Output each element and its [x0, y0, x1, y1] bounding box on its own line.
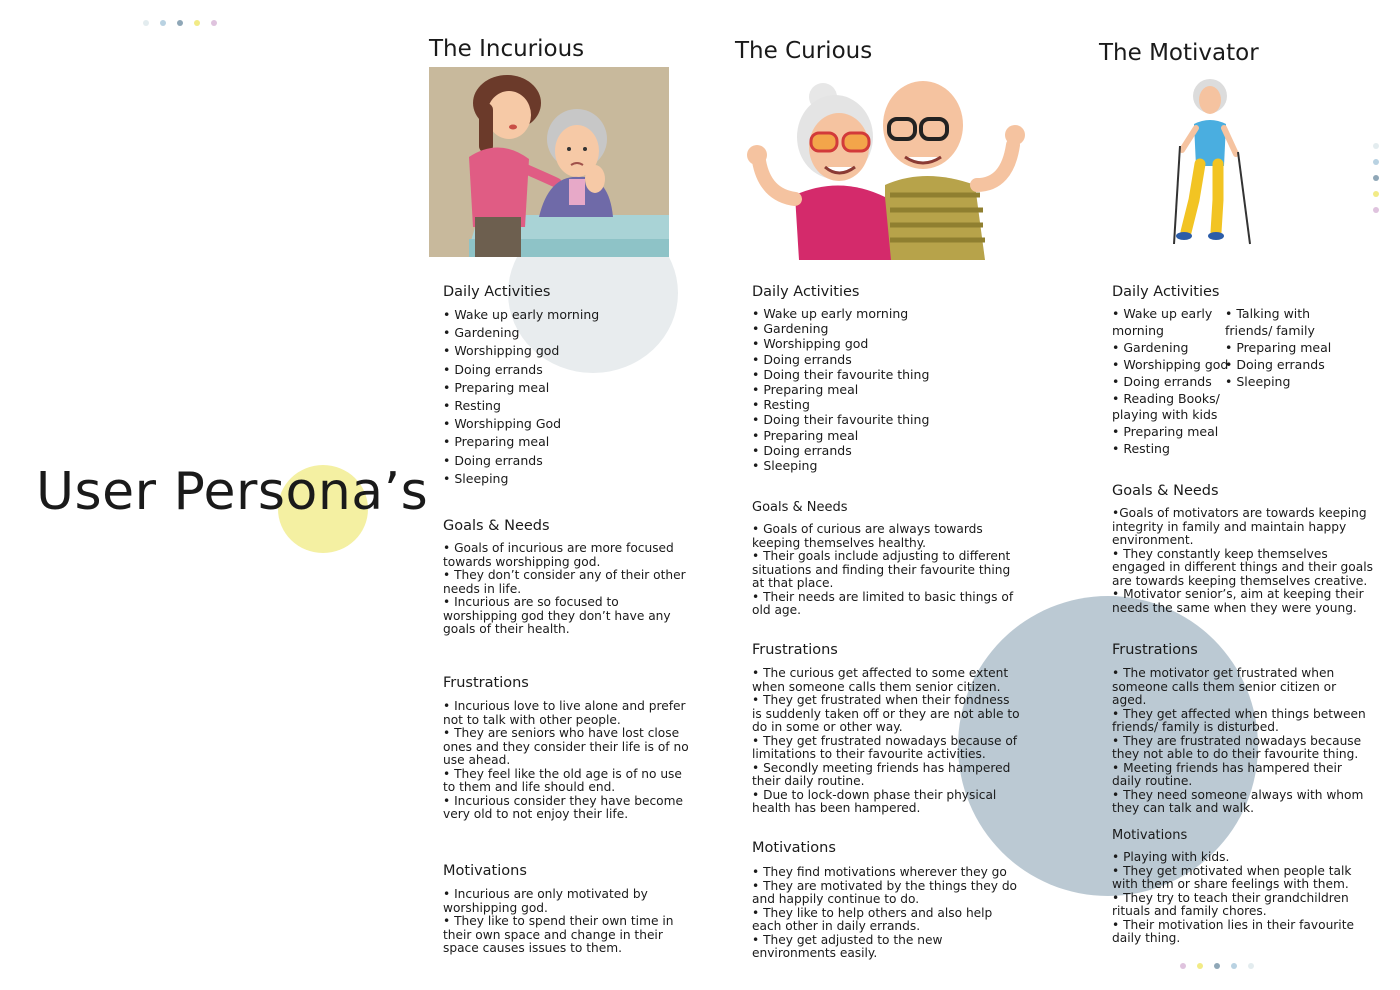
list-item: • Preparing meal — [443, 379, 550, 395]
dot — [1373, 159, 1379, 165]
list-item: • They like to help others and also help each other in daily errands. — [752, 905, 993, 933]
list-item: • Preparing meal — [1112, 424, 1219, 440]
list-item: • Incurious are only motivated by worshipping god. — [443, 887, 648, 915]
list-item: • They don’t consider any of their other needs in life. — [443, 568, 686, 596]
dot — [194, 20, 200, 26]
incurious-motivations-list — [443, 888, 683, 956]
curious-daily-list — [752, 306, 929, 473]
list-item: • Goals of curious are always towards keeping themselves healthy. — [752, 522, 983, 550]
list-item: • They get motivated when people talk with them or share feelings with them. — [1112, 863, 1352, 891]
dot — [1373, 175, 1379, 181]
list-item: • Preparing meal — [752, 427, 859, 443]
dot — [1248, 963, 1254, 969]
list-item: • Preparing meal — [443, 434, 550, 450]
list-item: • Talking with — [1225, 306, 1311, 321]
list-item: • Doing their favourite thing — [752, 366, 930, 382]
list-item: • Resting — [1112, 441, 1170, 457]
incurious-daily-title: Daily Activities — [443, 284, 551, 300]
list-item: • Their needs are limited to basic things of old age. — [752, 589, 1014, 617]
bottom-dots — [1180, 963, 1254, 969]
list-item: • They like to spend their own time in their own space and change in their space causes issues to them. — [443, 914, 674, 955]
dot — [160, 20, 166, 26]
dot — [177, 20, 183, 26]
list-item: • Worshipping god — [752, 336, 869, 352]
list-item: • Due to lock-down phase their physical health has been hampered. — [752, 787, 997, 815]
curious-goals-title: Goals & Needs — [752, 500, 848, 515]
dot — [1373, 191, 1379, 197]
list-item: • They constantly keep themselves engaged in different things and their goals are towards keeping themselves creative. — [1112, 546, 1373, 588]
incurious-frustrations-title: Frustrations — [443, 675, 529, 691]
curious-motivations-list — [752, 866, 1020, 961]
list-item: •Goals of motivators are towards keeping integrity in family and maintain happy environment. — [1112, 506, 1367, 547]
list-item: • Doing errands — [443, 361, 543, 377]
list-item: • Sleeping — [443, 470, 509, 486]
motivator-goals-list — [1112, 507, 1374, 615]
list-item: • Resting — [443, 398, 501, 414]
list-item: morning — [1112, 322, 1164, 338]
list-item: • Resting — [752, 397, 810, 413]
page-title: User Persona’s — [36, 462, 429, 522]
list-item: • Their motivation lies in their favourite daily thing. — [1112, 917, 1354, 945]
list-item: • Worshipping god — [1112, 356, 1229, 372]
curious-daily-title: Daily Activities — [752, 284, 860, 300]
list-item: • Wake up early — [1112, 306, 1213, 321]
list-item: friends/ family — [1225, 322, 1315, 338]
list-item: • Motivator senior’s, aim at keeping their needs the same when they were young. — [1112, 587, 1364, 615]
list-item: • They are seniors who have lost close ones and they consider their life is of no use ahead. — [443, 726, 689, 767]
list-item: • Incurious love to live alone and prefer not to talk with other people. — [443, 699, 686, 727]
persona-title-motivator: The Motivator — [1099, 40, 1259, 66]
list-item: • They are motivated by the things they do and happily continue to do. — [752, 878, 1018, 906]
dot — [1373, 143, 1379, 149]
motivator-goals-title: Goals & Needs — [1112, 483, 1219, 499]
incurious-daily-list — [443, 306, 599, 488]
dot — [1214, 963, 1220, 969]
persona-title-curious: The Curious — [735, 38, 873, 64]
list-item: • Gardening — [443, 325, 520, 341]
motivator-daily-title: Daily Activities — [1112, 284, 1220, 300]
motivator-motivations-title: Motivations — [1112, 828, 1188, 843]
right-dots — [1373, 143, 1379, 213]
dot — [1373, 207, 1379, 213]
incurious-goals-list — [443, 542, 693, 637]
persona-title-incurious: The Incurious — [429, 36, 585, 62]
list-item: • Incurious are so focused to worshipping god they don’t have any goals of their health. — [443, 595, 671, 636]
motivator-frustrations-list — [1112, 667, 1374, 816]
dot — [143, 20, 149, 26]
curious-goals-list — [752, 523, 1020, 618]
list-item: • Wake up early morning — [443, 307, 600, 322]
list-item: • They are frustrated nowadays because they not able to do their favourite thing. — [1112, 733, 1362, 761]
list-item: playing with kids — [1112, 407, 1218, 423]
list-item: • They try to teach their grandchildren rituals and family chores. — [1112, 890, 1349, 918]
list-item: • Meeting friends has hampered their daily routine. — [1112, 760, 1342, 788]
incurious-frustrations-list — [443, 700, 693, 822]
list-item: • Reading Books/ — [1112, 390, 1220, 406]
motivator-daily-list-col1 — [1112, 306, 1228, 458]
list-item: • Sleeping — [752, 458, 818, 474]
list-item: • Wake up early morning — [752, 306, 909, 321]
list-item: • Doing errands — [443, 452, 543, 468]
list-item: • They find motivations wherever they go — [752, 865, 1007, 879]
incurious-illustration — [429, 67, 669, 257]
list-item: • Sleeping — [1225, 373, 1291, 389]
list-item: • Gardening — [752, 321, 829, 337]
list-item: • Worshipping God — [443, 416, 562, 432]
list-item: • Gardening — [1112, 339, 1189, 355]
list-item: • Their goals include adjusting to different situations and finding their favourite thing at that place. — [752, 549, 1011, 590]
list-item: • They need someone always with whom they can talk and walk. — [1112, 787, 1364, 815]
list-item: • Doing errands — [1112, 373, 1212, 389]
list-item: • They get affected when things between friends/ family is disturbed. — [1112, 706, 1366, 734]
dot — [211, 20, 217, 26]
list-item: • They get frustrated when their fondness is suddenly taken off or they are not able to do in some or other way. — [752, 693, 1020, 734]
list-item: • Doing errands — [1225, 356, 1325, 372]
curious-illustration — [745, 75, 1035, 260]
list-item: • Goals of incurious are more focused towards worshipping god. — [443, 541, 674, 569]
list-item: • Doing their favourite thing — [752, 412, 930, 428]
curious-motivations-title: Motivations — [752, 840, 836, 856]
dot — [1197, 963, 1203, 969]
incurious-motivations-title: Motivations — [443, 863, 527, 879]
motivator-motivations-list — [1112, 851, 1380, 946]
list-item: • They feel like the old age is of no use to them and life should end. — [443, 766, 682, 794]
dot — [1180, 963, 1186, 969]
list-item: • They get adjusted to the new environments easily. — [752, 932, 943, 960]
list-item: • Doing errands — [752, 351, 852, 367]
list-item: • Doing errands — [752, 442, 852, 458]
motivator-illustration — [1160, 76, 1260, 248]
list-item: • Preparing meal — [752, 382, 859, 398]
top-dots — [143, 20, 217, 26]
curious-frustrations-title: Frustrations — [752, 642, 838, 658]
list-item: • The motivator get frustrated when someone calls them senior citizen or aged. — [1112, 666, 1337, 707]
curious-frustrations-list — [752, 667, 1020, 816]
dot — [1231, 963, 1237, 969]
list-item: • Playing with kids. — [1112, 850, 1230, 864]
list-item: • The curious get affected to some extent when someone calls them senior citizen. — [752, 666, 1009, 694]
motivator-daily-list-col2 — [1225, 306, 1331, 391]
list-item: • Worshipping god — [443, 343, 560, 359]
motivator-frustrations-title: Frustrations — [1112, 642, 1198, 658]
list-item: • They get frustrated nowadays because of limitations to their favourite activities. — [752, 733, 1018, 761]
list-item: • Incurious consider they have become very old to not enjoy their life. — [443, 793, 683, 821]
incurious-goals-title: Goals & Needs — [443, 518, 550, 534]
list-item: • Preparing meal — [1225, 339, 1332, 355]
list-item: • Secondly meeting friends has hampered their daily routine. — [752, 760, 1011, 788]
